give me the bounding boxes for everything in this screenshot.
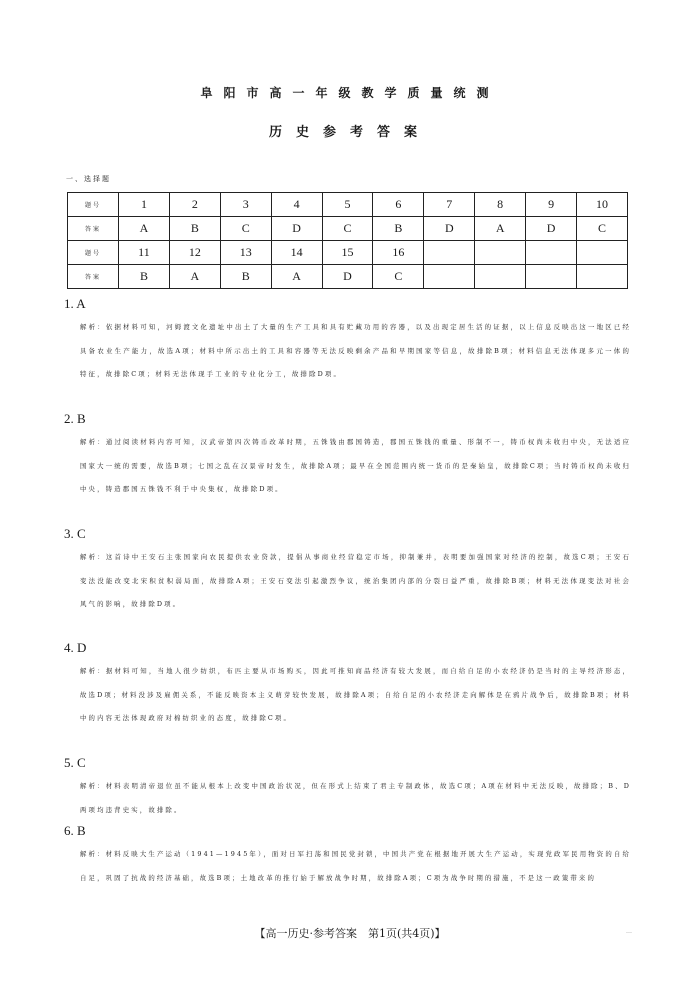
question-number: [424, 241, 475, 265]
question-5: [66, 755, 631, 822]
question-number: 1: [119, 193, 170, 217]
answer-cell: B: [373, 217, 424, 241]
table-row: [68, 193, 628, 217]
answer-cell: C: [322, 217, 373, 241]
answer-cell: C: [373, 265, 424, 289]
question-analysis: 解析：这首诗中王安石主张国家向农民提供农业贷款，提倡从事商业经营稳定市场，抑制兼并，表明要加强国家对经济的控制，故选C项；王安石变法没能改变北宋积贫积弱局面，故排除A项；王安石变法引起激烈争议，统治集团内部的分裂日益严重，故排除B项；材料无法体现变法对社会风气的影响，故排除D项。: [80, 553, 631, 608]
answer-cell: D: [322, 265, 373, 289]
question-analysis: 解析：材料反映大生产运动（1941—1945年），面对日军扫荡和国民党封锁，中国共产党在根据地开展大生产运动，实现党政军民用物资的自给自足，巩固了抗战的经济基础，故选B项；土地改革的推行始于解放战争时期，故排除A项；C项为战争时期的措施，不是这一政策带来的: [80, 850, 631, 882]
table-row: [68, 265, 628, 289]
question-number: 9: [526, 193, 577, 217]
row-label: 题号: [68, 241, 119, 265]
answer-cell: D: [526, 217, 577, 241]
row-label: 答案: [68, 265, 119, 289]
question-number: 16: [373, 241, 424, 265]
row-label: 答案: [68, 217, 119, 241]
question-analysis: 解析：据材料可知，当地人很少纺织，布匹主要从市场购买，因此可推知商品经济有较大发展，而自给自足的小农经济仍是当时的主导经济形态，故选D项；材料没涉及雇佣关系，不能反映资本主义萌芽较快发展，故排除A项；自给自足的小农经济走向解体是在鸦片战争后，故排除B项；材料中的内容无法体现政府对棉纺织业的态度，故排除C项。: [80, 667, 631, 722]
question-number: [475, 241, 526, 265]
question-number: [526, 241, 577, 265]
answer-cell: [577, 265, 628, 289]
question-analysis: 解析：通过阅读材料内容可知，汉武帝第四次铸币改革时期，五铢钱由郡国铸造，郡国五铢钱的重量、形制不一，铸币权尚未收归中央，无法适应国家大一统的需要，故选B项；七国之乱在汉景帝时发生，故排除A项；最早在全国范围内统一货币的是秦始皇，故排除C项；当时铸币权尚未收归中央，铸造郡国五铢钱不利于中央集权，故排除D项。: [80, 438, 631, 493]
question-number-answer: 2. B: [64, 411, 86, 426]
question-number-answer: 3. C: [64, 526, 86, 541]
answer-cell: B: [169, 217, 220, 241]
page-footer: 【高一历史·参考答案 第1页(共4页)】: [254, 927, 446, 940]
answer-cell: B: [220, 265, 271, 289]
question-number: 14: [271, 241, 322, 265]
table-row: [68, 241, 628, 265]
question-6: [66, 823, 631, 890]
question-number: 12: [169, 241, 220, 265]
answer-cell: A: [475, 217, 526, 241]
answer-cell: A: [119, 217, 170, 241]
question-number: 5: [322, 193, 373, 217]
question-4: [66, 640, 631, 731]
question-analysis: 解析：材料表明清帝退位虽不能从根本上改变中国政治状况，但在形式上结束了君主专制政体，故选C项；A项在材料中无法反映，故排除；B、D两项均违背史实，故排除。: [80, 782, 631, 814]
question-number: 2: [169, 193, 220, 217]
question-number-answer: 5. C: [64, 755, 86, 770]
answer-cell: B: [119, 265, 170, 289]
question-number: 4: [271, 193, 322, 217]
question-number-answer: 6. B: [64, 823, 86, 838]
answer-cell: D: [271, 217, 322, 241]
answer-cell: D: [424, 217, 475, 241]
question-number: 6: [373, 193, 424, 217]
table-row: [68, 217, 628, 241]
answer-cell: [526, 265, 577, 289]
answer-cell: [475, 265, 526, 289]
question-number: 15: [322, 241, 373, 265]
corner-mark: …: [626, 928, 632, 935]
row-label: 题号: [68, 193, 119, 217]
question-number-answer: 1. A: [64, 296, 86, 311]
question-3: [66, 526, 631, 617]
question-2: [66, 411, 631, 502]
answer-cell: C: [220, 217, 271, 241]
question-number: 11: [119, 241, 170, 265]
answer-cell: A: [169, 265, 220, 289]
question-number: 3: [220, 193, 271, 217]
question-number: [577, 241, 628, 265]
question-number: 7: [424, 193, 475, 217]
question-analysis: 解析：依据材料可知，河姆渡文化遗址中出土了大量的生产工具和具有贮藏功用的容器，以及出现定居生活的证据，以上信息反映出这一地区已经具备农业生产能力，故选A项；材料中所示出土的工具和容器等无法反映剩余产品和早期国家等信息，故排除B项；材料信息无法体现多元一体的特征，故排除C项；材料无法体现手工业的专业化分工，故排除D项。: [80, 323, 631, 378]
page-title: 阜阳市高一年级教学质量统测: [200, 86, 500, 100]
question-1: [66, 296, 631, 387]
question-number: 13: [220, 241, 271, 265]
section-label: 一、选择题: [66, 175, 111, 183]
answer-cell: C: [577, 217, 628, 241]
question-number: 10: [577, 193, 628, 217]
answer-cell: [424, 265, 475, 289]
answer-cell: A: [271, 265, 322, 289]
question-number-answer: 4. D: [64, 640, 87, 655]
question-number: 8: [475, 193, 526, 217]
page-subtitle: 历史参考答案: [268, 125, 431, 140]
answer-table: [67, 192, 628, 289]
